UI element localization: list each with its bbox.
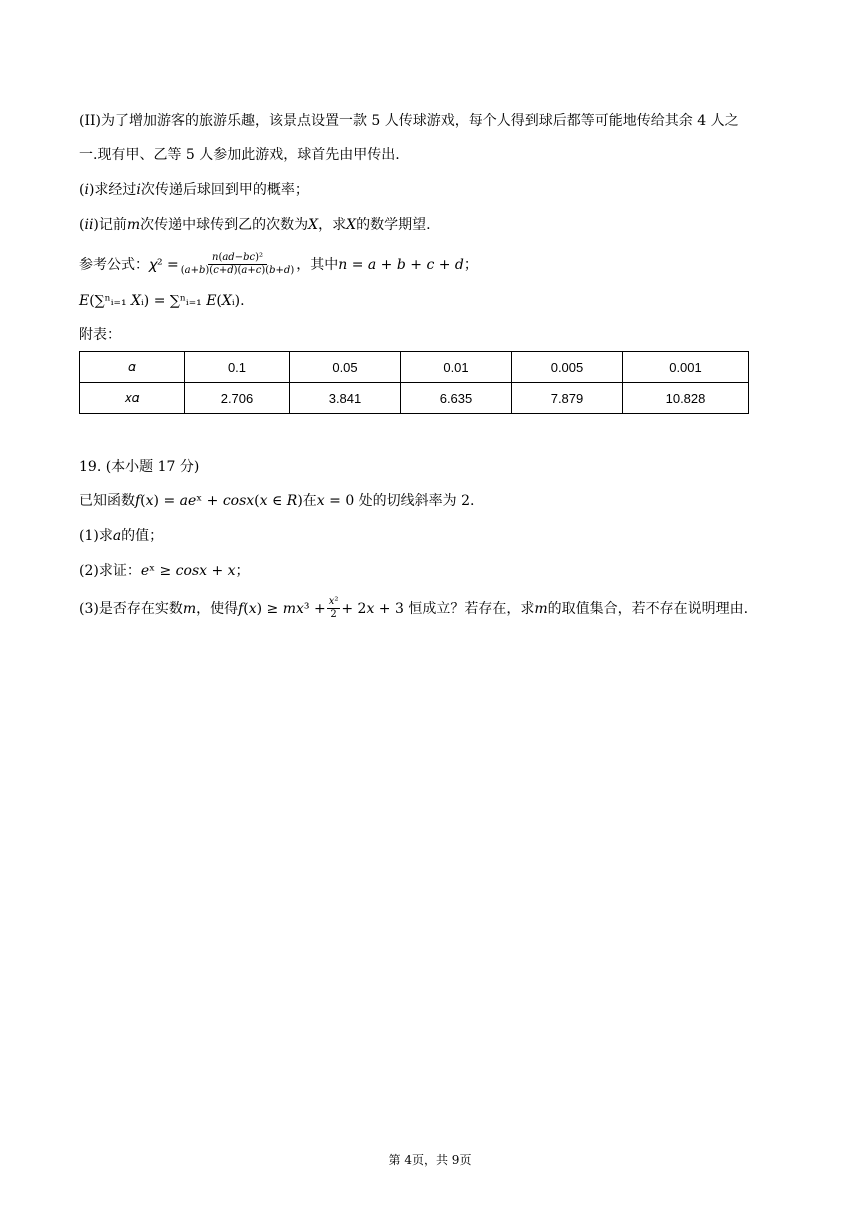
critical-value-table xyxy=(79,351,749,414)
table-cell: 6.635 xyxy=(401,383,512,414)
problem19-q1: (1)求𝑎的值； xyxy=(79,528,164,544)
part2-line1: (II)为了增加游客的旅游乐趣，该景点设置一款 5 人传球游戏，每个人得到球后都等可能地传给其余 4 人之 xyxy=(79,113,739,129)
page-footer: 第 4页，共 9页 xyxy=(388,1153,472,1167)
q3-pre: (3)是否存在实数𝑚，使得𝑓(𝑥) ≥ 𝑚𝑥³ + xyxy=(79,600,326,617)
table-cell: 0.01 xyxy=(401,352,512,383)
part2-line2: 一.现有甲、乙等 5 人参加此游戏，球首先由甲传出. xyxy=(79,147,400,163)
problem19-header: 19. (本小题 17 分) xyxy=(79,459,200,475)
table-cell: 2.706 xyxy=(185,383,290,414)
problem19-q2: (2)求证：𝑒ˣ ≥ 𝑐𝑜𝑠𝑥 + 𝑥； xyxy=(79,563,250,579)
subquestion-i: (𝑖)求经过𝑖次传递后球回到甲的概率； xyxy=(79,182,309,198)
table-cell: 3.841 xyxy=(290,383,401,414)
formula-label: 参考公式：𝜒² = xyxy=(79,256,179,273)
table-cell: 0.1 xyxy=(185,352,290,383)
fraction-denominator: 2 xyxy=(330,609,337,620)
table-cell: 10.828 xyxy=(623,383,749,414)
expectation-formula: 𝐸(∑ⁿᵢ₌₁ 𝑋ᵢ) = ∑ⁿᵢ₌₁ 𝐸(𝑋ᵢ). xyxy=(79,293,245,309)
q3-post: + 2𝑥 + 3 恒成立？若存在，求𝑚的取值集合，若不存在说明理由. xyxy=(341,600,749,617)
chi-square-fraction xyxy=(181,252,294,277)
table-row xyxy=(80,352,749,383)
table-cell: 𝑥𝛼 xyxy=(80,383,185,414)
table-cell: 0.005 xyxy=(512,352,623,383)
problem19-q3 xyxy=(79,596,748,621)
table-cell: 7.879 xyxy=(512,383,623,414)
x-squared-over-2-fraction xyxy=(327,596,341,621)
formula-tail: ，其中𝑛 = 𝑎 + 𝑏 + 𝑐 + 𝑑； xyxy=(296,256,478,273)
subquestion-ii: (𝑖𝑖)记前𝑚次传递中球传到乙的次数为𝑋，求𝑋的数学期望. xyxy=(79,217,431,233)
table-cell: 0.001 xyxy=(623,352,749,383)
table-cell: 0.05 xyxy=(290,352,401,383)
table-cell: 𝛼 xyxy=(80,352,185,383)
table-caption: 附表： xyxy=(79,327,121,343)
problem19-statement: 已知函数𝑓(𝑥) = 𝑎𝑒ˣ + 𝑐𝑜𝑠𝑥(𝑥 ∈ 𝑅)在𝑥 = 0 处的切线斜率为 2. xyxy=(79,493,475,509)
fraction-denominator: (𝑎+𝑏)(𝑐+𝑑)(𝑎+𝑐)(𝑏+𝑑) xyxy=(180,265,295,276)
fraction-numerator: 𝑛(𝑎𝑑−𝑏𝑐)² xyxy=(208,252,267,265)
fraction-numerator: 𝑥² xyxy=(328,596,339,607)
reference-formula xyxy=(79,252,478,277)
table-row xyxy=(80,383,749,414)
